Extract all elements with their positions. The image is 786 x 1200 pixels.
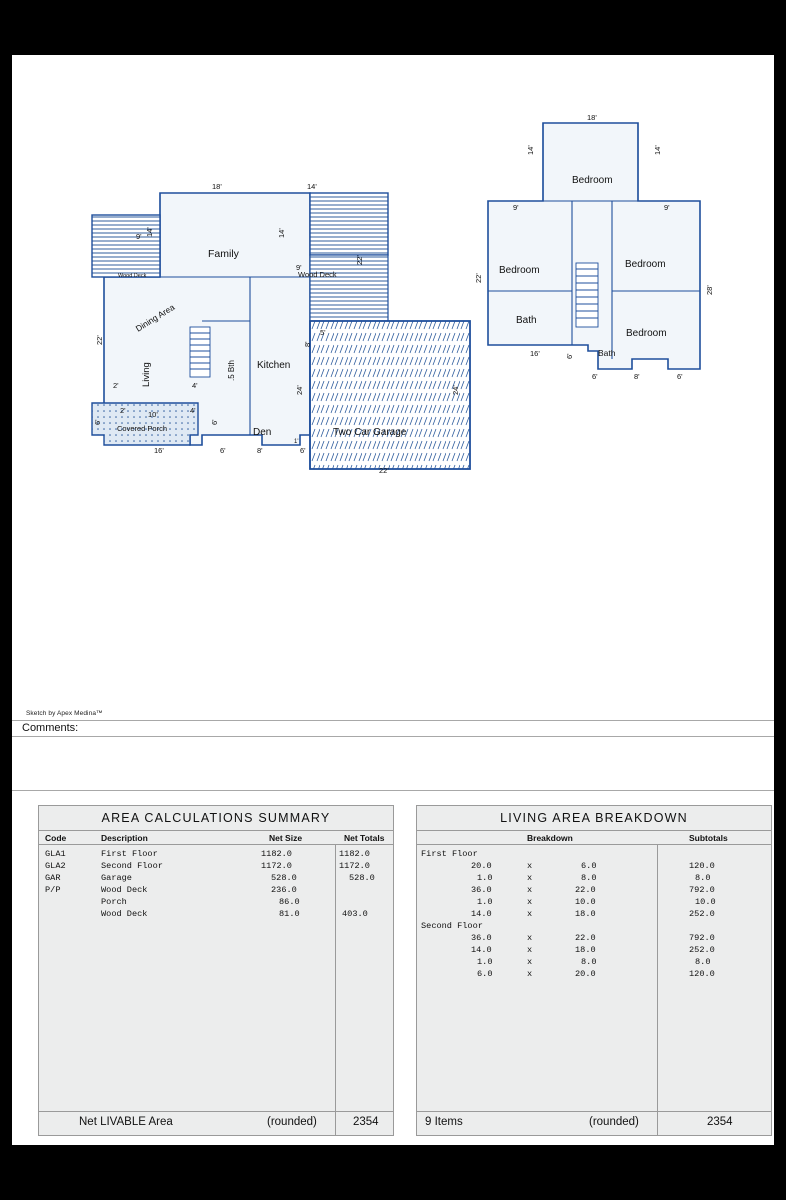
cell-width: 14.0	[471, 909, 492, 919]
living-area-breakdown-panel	[416, 805, 772, 1136]
table-row	[39, 897, 393, 909]
svg-text:16': 16'	[154, 446, 164, 455]
table-row	[39, 873, 393, 885]
svg-text:6': 6'	[220, 446, 226, 455]
svg-text:Bedroom: Bedroom	[625, 259, 666, 270]
svg-text:22': 22'	[355, 255, 364, 265]
svg-text:Kitchen: Kitchen	[257, 360, 291, 371]
cell-code: GLA1	[45, 849, 66, 859]
svg-text:6': 6'	[592, 372, 598, 381]
footer-note: (rounded)	[267, 1116, 317, 1128]
header-net-size: Net Size	[269, 833, 303, 843]
svg-text:5': 5'	[320, 328, 326, 337]
footer-total: 2354	[707, 1116, 733, 1128]
living-breakdown-title: LIVING AREA BREAKDOWN	[417, 806, 771, 830]
svg-text:9': 9'	[136, 232, 142, 241]
table-row	[417, 873, 771, 885]
cell-description: First Floor	[101, 849, 158, 859]
cell-description: Porch	[101, 897, 127, 907]
header-description: Description	[101, 833, 148, 843]
svg-text:6': 6'	[300, 446, 306, 455]
cell-net-size: 236.0	[271, 885, 297, 895]
group-label: Second Floor	[421, 921, 483, 931]
svg-text:Bedroom: Bedroom	[572, 175, 613, 186]
cell-subtotal: 120.0	[689, 861, 715, 871]
cell-width: 20.0	[471, 861, 492, 871]
footer-note: (rounded)	[589, 1116, 639, 1128]
living-breakdown-body	[417, 845, 771, 1111]
svg-text:8': 8'	[634, 372, 640, 381]
cell-description: Garage	[101, 873, 132, 883]
svg-text:14': 14'	[653, 145, 662, 155]
svg-text:9': 9'	[513, 203, 519, 212]
footer-total: 2354	[353, 1116, 379, 1128]
summary-tables	[12, 805, 774, 1145]
cell-length: 20.0	[575, 969, 596, 979]
svg-text:18': 18'	[587, 113, 597, 122]
svg-text:14': 14'	[526, 145, 535, 155]
header-net-totals: Net Totals	[344, 833, 385, 843]
table-row	[417, 897, 771, 909]
table-row	[39, 849, 393, 861]
area-summary-header-row	[39, 830, 393, 845]
group-label-row	[417, 921, 771, 933]
living-breakdown-header-row	[417, 830, 771, 845]
svg-text:Bedroom: Bedroom	[499, 265, 540, 276]
cell-operator: x	[527, 897, 533, 907]
table-row	[417, 909, 771, 921]
area-summary-body	[39, 845, 393, 1111]
cell-code: GAR	[45, 873, 61, 883]
header-breakdown: Breakdown	[527, 833, 573, 843]
svg-text:18': 18'	[212, 182, 222, 191]
svg-text:9': 9'	[296, 263, 302, 272]
cell-length: 22.0	[575, 885, 596, 895]
cell-length: 18.0	[575, 909, 596, 919]
cell-net-size: 528.0	[271, 873, 297, 883]
sketch-sheet	[12, 55, 774, 1145]
header-code: Code	[45, 833, 67, 843]
cell-length: 8.0	[581, 873, 597, 883]
cell-code: GLA2	[45, 861, 66, 871]
cell-operator: x	[527, 885, 533, 895]
group-label-row	[417, 849, 771, 861]
cell-length: 22.0	[575, 933, 596, 943]
table-row	[417, 861, 771, 873]
svg-text:1': 1'	[294, 439, 299, 445]
svg-text:4': 4'	[190, 406, 196, 415]
sketch-credit: Sketch by Apex Medina™	[26, 710, 103, 717]
cell-width: 1.0	[477, 957, 493, 967]
svg-text:14': 14'	[277, 228, 286, 238]
column-divider-footer	[335, 1112, 336, 1135]
cell-net-totals: 528.0	[349, 873, 375, 883]
cell-operator: x	[527, 861, 533, 871]
cell-description: Second Floor	[101, 861, 163, 871]
cell-subtotal: 120.0	[689, 969, 715, 979]
cell-length: 6.0	[581, 861, 597, 871]
svg-text:2': 2'	[120, 406, 126, 415]
svg-text:6': 6'	[565, 353, 574, 359]
group-label: First Floor	[421, 849, 478, 859]
cell-subtotal: 10.0	[695, 897, 716, 907]
cell-subtotal: 792.0	[689, 885, 715, 895]
cell-subtotal: 8.0	[695, 957, 711, 967]
svg-text:22': 22'	[474, 273, 483, 283]
cell-operator: x	[527, 873, 533, 883]
svg-text:9': 9'	[664, 203, 670, 212]
table-row	[39, 861, 393, 873]
divider-top	[12, 720, 774, 721]
svg-text:14': 14'	[145, 227, 154, 237]
floor-plan-sketch	[12, 55, 774, 710]
svg-text:.5 Bth: .5 Bth	[227, 360, 236, 381]
svg-text:10': 10'	[148, 410, 158, 419]
table-row	[39, 885, 393, 897]
svg-text:Family: Family	[208, 248, 239, 260]
header-subtotals: Subtotals	[689, 833, 728, 843]
column-divider-footer	[657, 1112, 658, 1135]
svg-text:Bath: Bath	[598, 348, 616, 358]
area-summary-title: AREA CALCULATIONS SUMMARY	[39, 806, 393, 830]
cell-net-size: 86.0	[279, 897, 300, 907]
area-calculations-summary-panel	[38, 805, 394, 1136]
cell-net-size: 1172.0	[261, 861, 292, 871]
cell-width: 1.0	[477, 873, 493, 883]
cell-subtotal: 792.0	[689, 933, 715, 943]
cell-length: 10.0	[575, 897, 596, 907]
svg-text:4': 4'	[192, 381, 198, 390]
table-row	[417, 885, 771, 897]
svg-text:Covered Porch: Covered Porch	[117, 424, 168, 433]
cell-operator: x	[527, 945, 533, 955]
svg-text:14': 14'	[307, 182, 317, 191]
cell-net-totals: 403.0	[342, 909, 368, 919]
table-row	[417, 933, 771, 945]
table-row	[39, 909, 393, 921]
cell-net-size: 1182.0	[261, 849, 292, 859]
cell-net-totals: 1172.0	[339, 861, 370, 871]
footer-label: Net LIVABLE Area	[79, 1116, 173, 1128]
cell-net-size: 81.0	[279, 909, 300, 919]
area-summary-footer	[39, 1111, 393, 1135]
svg-text:Two Car Garage: Two Car Garage	[333, 427, 407, 438]
divider-bottom	[12, 790, 774, 791]
cell-operator: x	[527, 933, 533, 943]
cell-length: 8.0	[581, 957, 597, 967]
svg-text:16': 16'	[530, 349, 540, 358]
svg-text:Wood Deck: Wood Deck	[118, 273, 147, 279]
cell-width: 1.0	[477, 897, 493, 907]
cell-width: 6.0	[477, 969, 493, 979]
cell-width: 36.0	[471, 933, 492, 943]
svg-text:6': 6'	[93, 419, 102, 425]
cell-length: 18.0	[575, 945, 596, 955]
divider-comments	[12, 736, 774, 737]
cell-subtotal: 252.0	[689, 945, 715, 955]
table-row	[417, 945, 771, 957]
svg-text:6': 6'	[210, 419, 219, 425]
cell-operator: x	[527, 909, 533, 919]
cell-width: 14.0	[471, 945, 492, 955]
cell-net-totals: 1182.0	[339, 849, 370, 859]
svg-text:8': 8'	[303, 341, 312, 347]
svg-text:Bedroom: Bedroom	[626, 328, 667, 339]
comments-label: Comments:	[22, 722, 79, 734]
svg-text:Bath: Bath	[516, 315, 537, 326]
cell-description: Wood Deck	[101, 885, 148, 895]
cell-subtotal: 252.0	[689, 909, 715, 919]
svg-text:8': 8'	[257, 446, 263, 455]
footer-label: 9 Items	[425, 1116, 463, 1128]
cell-description: Wood Deck	[101, 909, 148, 919]
svg-text:22': 22'	[95, 335, 104, 345]
svg-text:2': 2'	[113, 381, 119, 390]
svg-text:Dining Area: Dining Area	[133, 301, 177, 334]
svg-text:22': 22'	[379, 466, 389, 475]
cell-operator: x	[527, 957, 533, 967]
cell-width: 36.0	[471, 885, 492, 895]
cell-operator: x	[527, 969, 533, 979]
cell-code: P/P	[45, 885, 61, 895]
svg-text:24': 24'	[451, 385, 460, 395]
svg-text:28': 28'	[705, 285, 714, 295]
svg-text:Living: Living	[141, 362, 152, 387]
table-row	[417, 957, 771, 969]
svg-text:Den: Den	[253, 427, 272, 438]
svg-text:24': 24'	[295, 385, 304, 395]
living-breakdown-footer	[417, 1111, 771, 1135]
table-row	[417, 969, 771, 981]
svg-text:6': 6'	[677, 372, 683, 381]
cell-subtotal: 8.0	[695, 873, 711, 883]
svg-text:Wood Deck: Wood Deck	[298, 270, 337, 279]
